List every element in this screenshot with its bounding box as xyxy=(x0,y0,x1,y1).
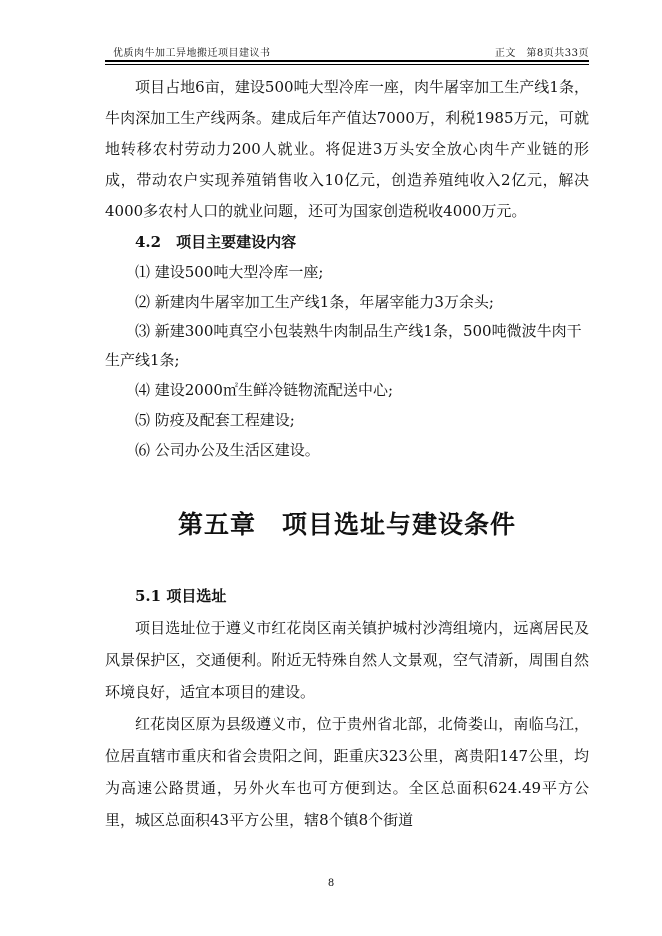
construction-item-5: ⑸ 防疫及配套工程建设; xyxy=(135,411,295,429)
construction-item-4: ⑷ 建设2000㎡生鲜冷链物流配送中心; xyxy=(135,381,393,399)
section-4-2-heading: 4.2 项目主要建设内容 xyxy=(135,233,297,251)
section-5-1-heading: 5.1 项目选址 xyxy=(135,587,227,605)
construction-item-2: ⑵ 新建肉牛屠宰加工生产线1条，年屠宰能力3万余头; xyxy=(135,293,494,311)
header-rule-thin xyxy=(105,64,589,65)
construction-item-3: ⑶ 新建300吨真空小包装熟牛肉制品生产线1条，500吨微波牛肉干生产线1条; xyxy=(105,322,582,369)
district-overview-paragraph: 红花岗区原为县级遵义市，位于贵州省北部，北倚娄山，南临乌江，位居直辖市重庆和省会贵阳之间，距重庆323公里，离贵阳147公里，均为高速公路贯通，另外火车也可方便到达。全区总面积624.49平方公里，城区总面积43平方公里，辖8个镇8个街道 xyxy=(105,715,589,829)
site-location-paragraph: 项目选址位于遵义市红花岗区南关镇护城村沙湾组境内，远离居民及风景保护区，交通便利。附近无特殊自然人文景观，空气清新，周围自然环境良好，适宜本项目的建设。 xyxy=(105,619,589,701)
header-page-info: 正文 第8页共33页 xyxy=(494,48,589,59)
page-header xyxy=(105,42,589,58)
page-number: 8 xyxy=(327,878,335,889)
section-4-content xyxy=(105,72,589,465)
construction-item-6: ⑹ 公司办公及生活区建设。 xyxy=(135,441,320,459)
header-doc-title: 优质肉牛加工异地搬迁项目建议书 xyxy=(113,48,271,59)
project-summary-paragraph: 项目占地6亩，建设500吨大型冷库一座，肉牛屠宰加工生产线1条，牛肉深加工生产线两条。建成后年产值达7000万，利税1985万元，可就地转移农村劳动力200人就业。将促进3万头安全放心肉牛产业链的形成，带动农户实现养殖销售收入10亿元，创造养殖纯收入2亿元，解决4000多农村人口的就业问题，还可为国家创造税收4000万元。 xyxy=(105,78,589,220)
construction-item-1: ⑴ 建设500吨大型冷库一座; xyxy=(135,263,324,281)
header-rule-thick xyxy=(105,60,589,62)
section-5-content xyxy=(105,580,589,836)
chapter-title: 第五章 项目选址与建设条件 xyxy=(177,510,516,539)
